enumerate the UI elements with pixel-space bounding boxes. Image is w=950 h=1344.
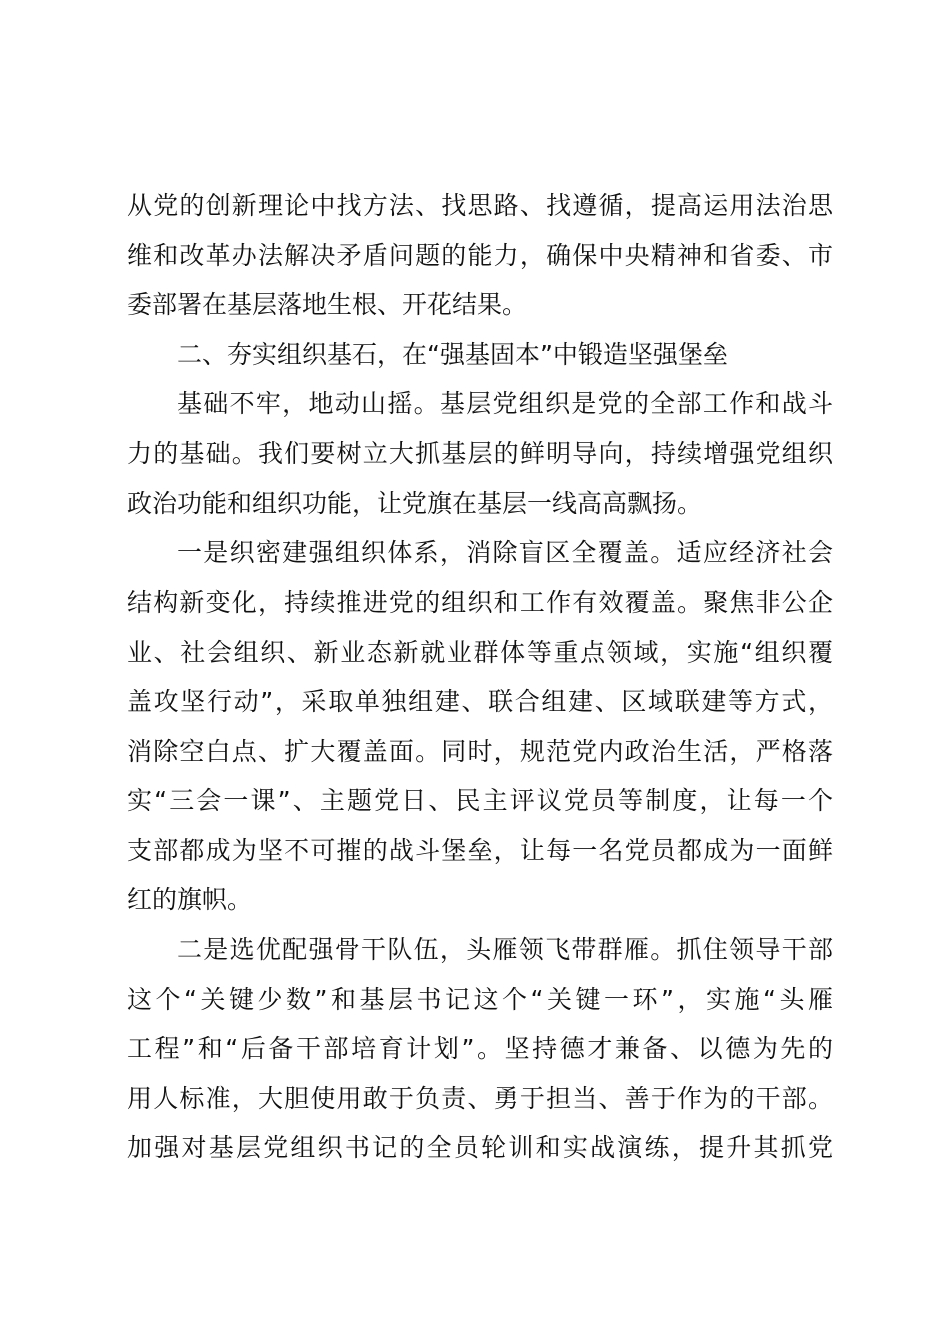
text-line: 二是选优配强骨干队伍，头雁领飞带群雁。抓住领导干部 bbox=[177, 935, 833, 964]
text-line: 支部都成为坚不可摧的战斗堡垒，让每一名党员都成为一面鲜 bbox=[127, 836, 833, 865]
text-line: 一是织密建强组织体系，消除盲区全覆盖。适应经济社会 bbox=[177, 538, 833, 567]
text-line: 用人标准，大胆使用敢于负责、勇于担当、善于作为的干部。 bbox=[127, 1084, 833, 1113]
text-line: 基础不牢，地动山摇。基层党组织是党的全部工作和战斗 bbox=[177, 389, 833, 418]
text-line: 从党的创新理论中找方法、找思路、找遵循，提高运用法治思 bbox=[127, 191, 833, 220]
section-heading: 二、夯实组织基石，在“强基固本”中锻造坚强堡垒 bbox=[177, 340, 728, 369]
text-line: 业、社会组织、新业态新就业群体等重点领域，实施“组织覆 bbox=[127, 638, 833, 667]
text-line: 实“三会一课”、主题党日、民主评议党员等制度，让每一个 bbox=[127, 786, 833, 815]
text-line: 工程”和“后备干部培育计划”。坚持德才兼备、以德为先的 bbox=[127, 1034, 833, 1063]
text-line: 政治功能和组织功能，让党旗在基层一线高高飘扬。 bbox=[127, 489, 703, 518]
text-line: 盖攻坚行动”，采取单独组建、联合组建、区域联建等方式， bbox=[127, 687, 833, 716]
text-line: 消除空白点、扩大覆盖面。同时，规范党内政治生活，严格落 bbox=[127, 737, 833, 766]
text-line: 加强对基层党组织书记的全员轮训和实战演练，提升其抓党 bbox=[127, 1133, 833, 1162]
text-line: 红的旗帜。 bbox=[127, 885, 253, 914]
text-line: 力的基础。我们要树立大抓基层的鲜明导向，持续增强党组织 bbox=[127, 439, 833, 468]
text-line: 结构新变化，持续推进党的组织和工作有效覆盖。聚焦非公企 bbox=[127, 588, 833, 617]
text-line: 这个“关键少数”和基层书记这个“关键一环”，实施“头雁 bbox=[127, 985, 833, 1014]
text-line: 委部署在基层落地生根、开花结果。 bbox=[127, 290, 528, 319]
text-line: 维和改革办法解决矛盾问题的能力，确保中央精神和省委、市 bbox=[127, 241, 833, 270]
